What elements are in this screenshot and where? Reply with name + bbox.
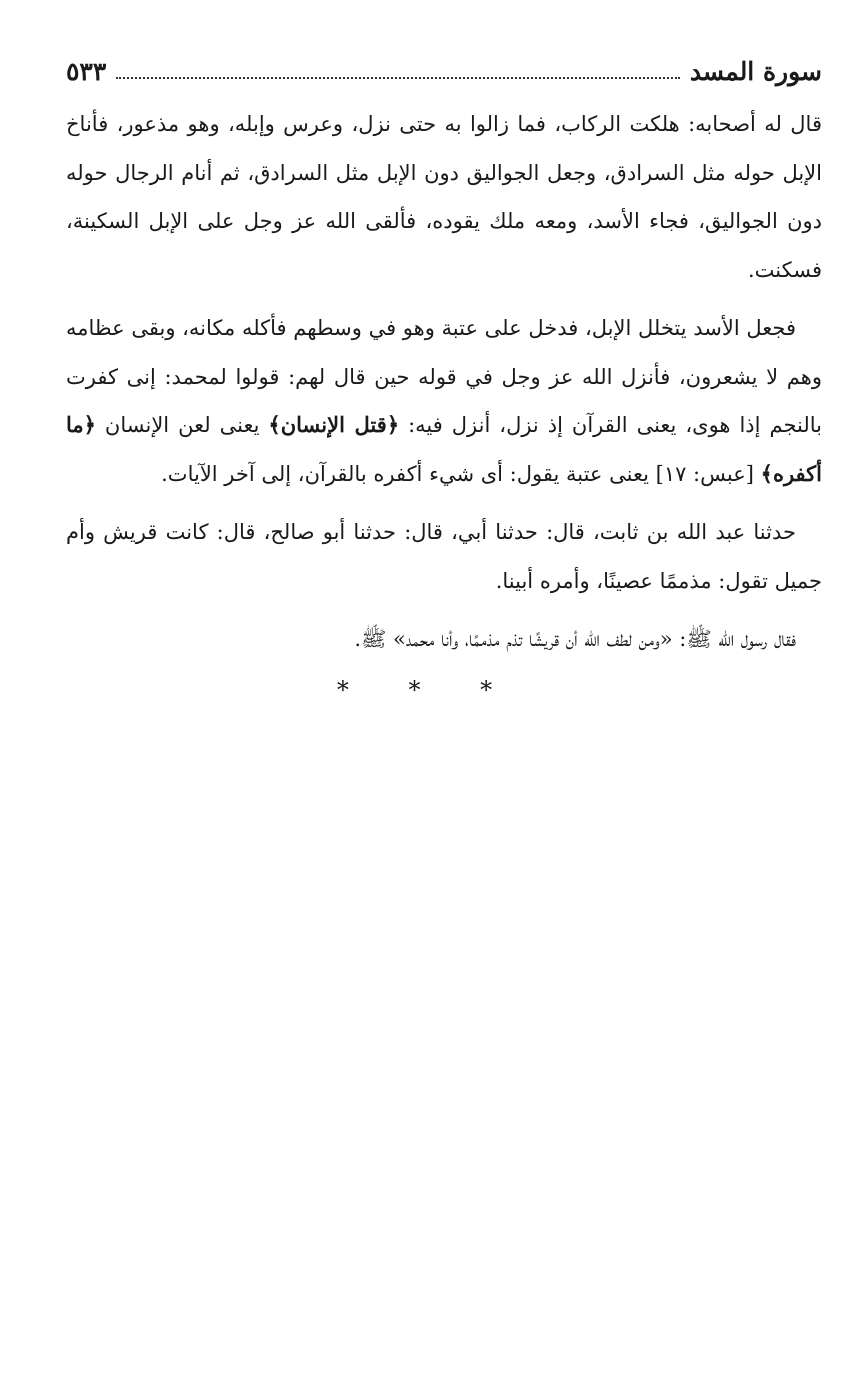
paragraph-text: حدثنا عبد الله بن ثابت، قال: حدثنا أبي، قال: حدثنا أبو صالح، قال: كانت قريش وأم جميل تقول: مذممًا عصينًا، وأمره أبينا.	[66, 520, 822, 593]
paragraph-text: [عبس: ١٧] يعنى عتبة يقول: أى شيء أكفره بالقرآن، إلى آخر الآيات.	[161, 461, 761, 486]
paragraph-text: فقال رسول الله ﷺ: «ومن لطف الله أن قريشًا تذم مذممًا، وأنا محمد» ﷺ.	[354, 627, 796, 651]
leader-dots	[116, 77, 680, 79]
paragraph-text: فجعل الأسد يتخلل الإبل، فدخل على عتبة وهو في وسطهم فأكله مكانه، وبقى عظامه وهم لا يشعرون، فأنزل الله عز وجل في قوله حين قال لهم: قولوا لمحمد: إنى كفرت بالنجم إذا هوى، يعنى القرآن إذ نزل، أنزل فيه:	[66, 316, 822, 437]
paragraph-1	[66, 100, 822, 294]
running-title: سورة المسد	[689, 57, 822, 86]
quran-quote: ﴿ما أكفره﴾	[66, 412, 822, 486]
page-header	[66, 44, 822, 84]
page-number: ٥٣٣	[66, 57, 107, 86]
paragraph-2	[66, 304, 822, 498]
paragraph-3	[66, 508, 822, 605]
paragraph-text: يعنى لعن الإنسان	[95, 413, 269, 437]
main-text	[66, 100, 822, 674]
section-divider: * * *	[336, 676, 519, 704]
paragraph-text: قال له أصحابه: هلكت الركاب، فما زالوا به حتى نزل، وعرس وإبله، وهو مذعور، فأناخ الإبل حوله مثل السرادق، وجعل الجواليق دون الإبل مثل السرادق، ثم أنام الرجال حوله دون الجواليق، فجاء الأسد، ومعه ملك يقوده، فألقى الله عز وجل على الإبل السكينة، فسكنت.	[66, 112, 822, 282]
quran-quote: ﴿قتل الإنسان﴾	[268, 412, 400, 437]
paragraph-4	[66, 615, 822, 664]
